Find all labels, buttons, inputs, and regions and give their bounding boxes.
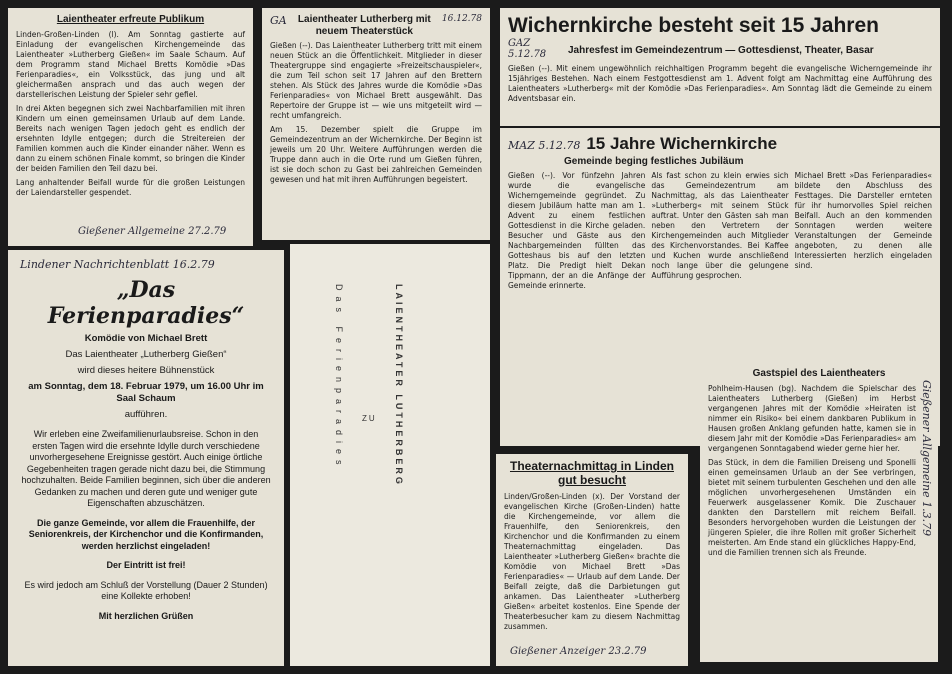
vertical-text: Das Ferienparadies: [334, 284, 344, 471]
clipping-column: Als fast schon zu klein erwies sich das Gemeindezentrum am Nachmittag, als das Laientheater »Lutherberg« mit seinem Stück auftrat. Unter den Gästen sah man neben den Vertretern der Kirchengemeinden auch Mitglieder des Kirchenvorstandes. Bei Kaffee und Kuchen wurde anschließend noch lange über die gelungene Aufführung gesprochen.: [651, 170, 789, 280]
vertical-print-strip: [290, 244, 490, 666]
handwritten-date-note: 16.12.78: [441, 14, 482, 24]
flyer-line: Das Laientheater „Lutherberg Gießen“: [65, 349, 227, 360]
clipping-laientheater-erfreute-publikum: [8, 8, 253, 246]
clipping-headline: Wichernkirche besteht seit 15 Jahren: [508, 14, 879, 37]
handwritten-source-note: Gießener Anzeiger 23.2.79: [510, 646, 647, 657]
small-text: ZU: [362, 414, 377, 423]
clipping-theaternachmittag-linden: [496, 454, 688, 666]
clipping-paragraph: Am 15. Dezember spielt die Gruppe im Gemeindezentrum an der Wichernkirche. Der Beginn ist jeweils um 20 Uhr. Weitere Aufführungen werden die Truppe dann auch in die Orte rund um Gießen führen, ist sie doch schon zu Gast bei zahlreichen Gemeinden gewesen und hat mit ihren Aufführungen begeistert.: [270, 125, 482, 184]
clipping-paragraph: Das Stück, in dem die Familien Dreiseng und Sponelli einen gemeinsamen Urlaub an der See verbringen, bietet mit seinem turbulenten Geschehen und den alle möglichen unvorhergesehenen Umständen ein Feuerwerk ausgelassener Komik. Die Zuschauer dankten den Darstellern mit reichem Beifall. Besonders hervorgehoben wurden die Leistungen der jüngeren Spieler, die ihre Rollen mit großer Sicherheit meisterten. Am Ende stand ein glückliches Happy-End, und die Familien trennen sich als Freunde.: [708, 457, 916, 557]
handwritten-source-note: GAZ 5.12.78: [508, 38, 547, 61]
handwritten-side-note: Gießener Allgemeine 1.3.79: [920, 380, 933, 537]
clipping-column: Gießen (--). Vor fünfzehn Jahren wurde die evangelische Wicherngemeinde gegründet. Zu diesem Jubiläum hatte man am 1. Advent zu einem festlichen Gottesdienst in die Kirche geladen. Besucher und Gäste aus den Nachbargemeinden füllten das Gotteshaus bis auf den letzten Platz. Die Predigt hielt Dekan Tippmann, der an die Anfänge der Gemeinde erinnerte.: [508, 170, 646, 290]
flyer-date: am Sonntag, dem 18. Februar 1979, um 16.00 Uhr im Saal Schaum: [28, 381, 264, 404]
clipping-body: [708, 384, 930, 558]
clipping-laientheater-neues-theaterstueck: [262, 8, 490, 240]
clipping-paragraph: Linden-Großen-Linden (l). Am Sonntag gastierte auf Einladung der evangelischen Kirchengemeinde das Laientheater »Lutherberg Gießen« im Saale Schaum. Auf dem Programm stand Michael Bretts Komödie »Das Ferienparadies«, ein Volksstück, das jung und alt gleichermaßen ansprach und das auch wegen der darstellerischen Leistung der Spieler sehr gefiel.: [16, 29, 245, 99]
clipping-paragraph: Pohlheim-Hausen (bg). Nachdem die Spielschar des Laientheaters Lutherberg (Gießen) im Herbst vergangenen Jahres mit der Komödie »Heiraten ist nimmer ein Risiko« bei einem dankbaren Publikum in Hausen großen Anklang gefunden hatte, kamen sie in diesem Jahr mit der Komödie »Das Ferienparadies« am vergangenen Sonntagabend wieder gerne hier her.: [708, 383, 916, 453]
clipping-body: [16, 30, 245, 198]
clipping-paragraph: Gießen (--). Mit einem ungewöhnlich reichhaltigen Programm begeht die evangelische Wicherngemeinde ihr 15jähriges Bestehen. Nach einem Festgottesdienst am 1. Advent folgt am Nachmittag eine Aufführung des Laientheaters »Lutherberg« mit der Komödie »Das Ferienparadies«. Am Sonntag lädt die Gemeinde zu einem Adventsbasar ein.: [508, 64, 932, 104]
clipping-subhead: Gemeinde beging festliches Jubiläum: [564, 155, 744, 167]
flyer-byline: Komödie von Michael Brett: [84, 333, 208, 344]
flyer-description: Wir erleben eine Zweifamilienurlaubsreise. Schon in den ersten Tagen wird die ersehnte Idylle durch verschiedene unvorhergesehene Ereignisse gestört. Auch einige örtliche Gegebenheiten tragen gerade nicht dazu bei, die Stimmung hochzuhalten. Beide Familien beginnen, sich über die anderen Gedanken zu machen und deren gute und weniger gute Eigenschaften abzuschätzen.: [21, 429, 271, 508]
flyer-line: wird dieses heitere Bühnenstück: [77, 365, 215, 376]
clipping-sub-row: [508, 38, 932, 60]
handwritten-source-note: GA: [270, 14, 287, 27]
flyer-closing: Mit herzlichen Grüßen: [98, 610, 194, 621]
clipping-column: Michael Brett »Das Ferienparadies« bildete den Abschluss des Festtages. Die Darsteller ernteten für ihr humorvolles Spiel reichen Beifall. Auch an den kommenden Sonntagen werden weitere Veranstaltungen der Gemeinde angeboten, zu denen alle Interessierten herzlich eingeladen sind.: [794, 170, 932, 270]
clipping-headline: Laientheater Lutherberg mit neuem Theaterstück: [297, 14, 431, 37]
clipping-columns: [508, 167, 932, 291]
clipping-wichernkirche-15-jahren: [500, 8, 940, 130]
clipping-header-row: [508, 134, 932, 154]
clipping-header-row: [270, 14, 482, 37]
flyer-perform: aufführen.: [124, 409, 168, 420]
flyer-invitation: Die ganze Gemeinde, vor allem die Frauenhilfe, der Seniorenkreis, der Kirchenchor und die Konfirmanden, werden herzlichst eingeladen!: [28, 517, 264, 551]
clipping-headline: Gastspiel des Laientheaters: [752, 368, 886, 379]
flyer-title: „Das Ferienparadies“: [47, 277, 245, 329]
clipping-headline: 15 Jahre Wichernkirche: [586, 134, 778, 153]
clipping-subhead: Jahresfest im Gemeindezentrum — Gottesdienst, Theater, Basar: [568, 44, 874, 56]
handwritten-source-note: Lindener Nachrichtenblatt 16.2.79: [20, 258, 215, 271]
clipping-paragraph: Gießen (--). Das Laientheater Lutherberg tritt mit einem neuen Stück an die Öffentlichkeit. Mitglieder in dieser Theatergruppe sind engagierte »Freizeitschauspieler«, die zum Teil schon seit 17 Jahren auf den Brettern stehen. Als Stück des Jahres wurde die Komödie »Das Ferienparadies« von Michael Brett ausgewählt. Das Repertoire der Gruppe ist — wie uns mitgeteilt wird — recht umfangreich.: [270, 41, 482, 120]
clipping-body: [270, 41, 482, 185]
clipping-gastspiel-laientheaters: [700, 362, 938, 662]
clipping-body: [504, 492, 680, 632]
clipping-paragraph: In drei Akten begegnen sich zwei Nachbarfamilien mit ihren Kindern um einen gemeinsamen Urlaub auf dem Lande. Bereits nach wenigen Tagen jedoch geht es endlich der ersehnten Idylle entgegen; durch die Streitereien der Familien kommen auch die Kinder einander näher. Wenn es dann zu einem schönen Finale kommt, so bringen die Kinder der beiden Familien den Teil dazu bei.: [16, 103, 245, 173]
vertical-text: LAIENTHEATER LUTHERBERG: [394, 284, 404, 487]
flyer-collection-note: Es wird jedoch am Schluß der Vorstellung (Dauer 2 Stunden) eine Kollekte erhoben!: [24, 579, 268, 601]
clipping-paragraph: Lang anhaltender Beifall wurde für die großen Leistungen der Laiendarsteller gespendet.: [16, 177, 245, 197]
flyer-das-ferienparadies: [8, 250, 284, 666]
clipping-body: [508, 64, 932, 104]
clipping-headline: Theaternachmittag in Linden gut besucht: [509, 459, 674, 487]
flyer-free-entry: Der Eintritt ist frei!: [106, 560, 186, 570]
handwritten-source-note: Gießener Allgemeine 27.2.79: [78, 226, 227, 237]
clipping-headline: Laientheater erfreute Publikum: [56, 14, 205, 25]
handwritten-source-note: MAZ 5.12.78: [508, 139, 581, 152]
clipping-paragraph: Linden/Großen-Linden (x). Der Vorstand der evangelischen Kirche (Großen-Linden) hatte die Kirchengemeinde, vor allem die Frauenhilfe, den Seniorenkreis, den Kirchenchor und die Konfirmanden zu einem Theaternachmittag eingeladen. Das Laientheater »Lutherberg Gießen« brachte die Komödie von Michael Brett »Das Ferienparadies« — Urlaub auf dem Lande. Der Beifall zeigte, daß die Darbietungen gut ankamen. Das Laientheater »Lutherberg Gießen« arbeitet kostenlos. Eine Spende der Theaterbesucher kam zu diesem Nachmittag zusammen.: [504, 491, 680, 631]
